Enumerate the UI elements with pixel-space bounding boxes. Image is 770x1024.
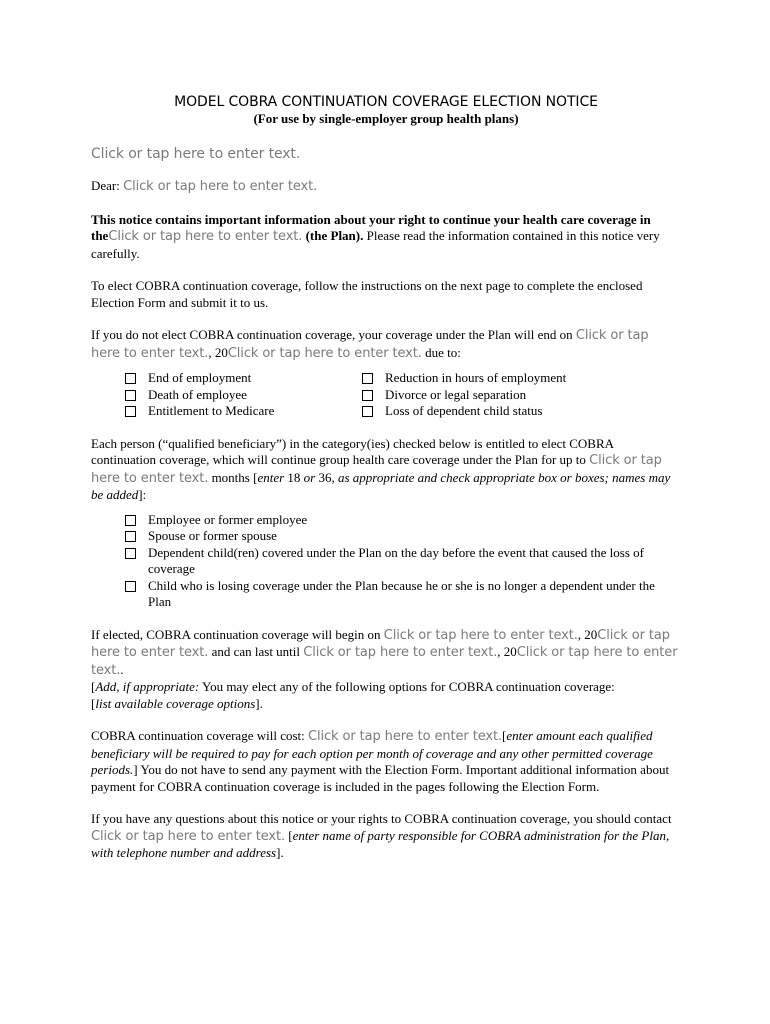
beneficiary-checkbox[interactable]: [125, 548, 136, 559]
end-year-field[interactable]: Click or tap here to enter text.: [91, 645, 678, 678]
questions-instruction: enter name of party responsible for COBRA administration for the Plan, with telephone number and address: [91, 827, 670, 860]
cost-paragraph: [91, 728, 681, 795]
beneficiary-checkbox[interactable]: [125, 515, 136, 526]
questions-open: [: [285, 827, 293, 843]
notice-plan-label: (the Plan).: [302, 228, 364, 243]
beneficiary-label: Child who is losing coverage under the Plan because he or she is no longer a dependent under the Plan: [148, 577, 655, 609]
end-year-prefix: , 20: [497, 644, 517, 659]
page-title: MODEL COBRA CONTINUATION COVERAGE ELECTION NOTICE: [174, 94, 598, 110]
salutation-field[interactable]: Click or tap here to enter text.: [123, 179, 318, 194]
cost-instruction: enter amount each qualified beneficiary will be required to pay for each option per month of coverage and any other permitted coverage periods.: [91, 728, 653, 777]
months-field[interactable]: Click or tap here to enter text.: [91, 453, 662, 486]
elect-instructions-paragraph: To elect COBRA continuation coverage, follow the instructions on the next page to complete the enclosed Election Form and submit it to us.: [91, 278, 643, 310]
page-subtitle: (For use by single-employer group health plans): [253, 111, 519, 126]
event-label: Loss of dependent child status: [385, 403, 543, 418]
recipient-field[interactable]: Click or tap here to enter text.: [91, 145, 301, 162]
qb-instruction-tail: , as appropriate and check appropriate box or boxes; names may be added: [91, 469, 671, 502]
event-label: Divorce or legal separation: [385, 386, 527, 402]
options-list-open: [: [91, 695, 96, 711]
important-notice-paragraph: [91, 212, 681, 263]
begin-year-field[interactable]: Click or tap here to enter text.: [91, 627, 670, 660]
beneficiary-checklist: [125, 512, 681, 611]
months-label: months [: [208, 469, 258, 485]
beneficiary-item: [125, 578, 680, 611]
options-list-instruction: list available coverage options: [95, 695, 256, 711]
notice-tail-text: Please read the information contained in this notice very carefully.: [91, 228, 660, 261]
cost-field[interactable]: Click or tap here to enter text.: [308, 729, 502, 744]
qualified-beneficiary-paragraph: [91, 436, 681, 504]
beneficiary-item: [125, 512, 680, 529]
notice-bold-text: This notice contains important information about your right to continue your health care coverage in the: [91, 211, 651, 243]
event-item: [125, 403, 362, 420]
beneficiary-checkbox[interactable]: [125, 531, 136, 542]
options-open: [: [91, 679, 96, 694]
beneficiary-checkbox[interactable]: [125, 581, 136, 592]
event-item: [362, 387, 622, 404]
contact-field[interactable]: Click or tap here to enter text.: [91, 828, 285, 844]
dear-label: Dear:: [91, 178, 124, 193]
beneficiary-item: [125, 545, 680, 578]
qb-instruction-enter: enter: [257, 469, 288, 485]
event-item: [362, 403, 622, 420]
coverage-end-paragraph: [91, 327, 681, 362]
event-checkbox[interactable]: [125, 373, 136, 384]
begin-year-prefix: , 20: [577, 626, 598, 642]
cost-tail: ] You do not have to send any payment with the Election Form. Important additional information about payment for COBRA continuation coverage is included in the pages following the Election Form.: [91, 762, 670, 794]
due-to-text: due to:: [421, 344, 461, 360]
plan-name-field[interactable]: Click or tap here to enter text.: [108, 229, 303, 244]
event-checkbox[interactable]: [362, 373, 373, 384]
beneficiary-item: [125, 528, 680, 545]
event-label: Entitlement to Medicare: [148, 403, 275, 418]
qb-close: ]:: [138, 487, 147, 502]
notice-body: [91, 93, 681, 862]
coverage-period-paragraph: [91, 627, 681, 713]
period-dot: .: [120, 661, 124, 677]
options-text: You may elect any of the following options for COBRA continuation coverage:: [199, 679, 615, 694]
cost-open: [: [502, 728, 507, 743]
event-label: End of employment: [148, 370, 252, 385]
qb-or: or: [300, 469, 319, 485]
salutation-line: [91, 178, 681, 196]
event-item: [125, 387, 362, 404]
beneficiary-label: Dependent child(ren) covered under the Plan on the day before the event that caused the loss of coverage: [148, 544, 644, 576]
questions-text: If you have any questions about this notice or your rights to COBRA continuation coverage, you should contact: [91, 811, 672, 826]
event-item: [125, 370, 362, 387]
end-date-field[interactable]: Click or tap here to enter text.: [303, 645, 498, 660]
qualifying-event-checklist: [125, 370, 681, 420]
beneficiary-label: Spouse or former spouse: [148, 528, 277, 543]
last-until-text: and can last until: [208, 644, 304, 659]
event-item: [362, 370, 622, 387]
event-checkbox[interactable]: [362, 390, 373, 401]
options-list-close: ].: [255, 695, 263, 711]
event-checkbox[interactable]: [125, 390, 136, 401]
event-checkbox[interactable]: [362, 406, 373, 417]
options-instruction: Add, if appropriate:: [95, 679, 200, 694]
event-label: Death of employee: [148, 386, 247, 402]
questions-close: ].: [276, 845, 284, 860]
beneficiary-label: Employee or former employee: [148, 511, 308, 527]
event-checkbox[interactable]: [125, 406, 136, 417]
questions-paragraph: [91, 811, 681, 862]
coverage-end-date-field[interactable]: Click or tap here to enter text.: [91, 328, 649, 361]
qb-18: 18: [287, 469, 301, 485]
begin-date-field[interactable]: Click or tap here to enter text.: [383, 627, 578, 643]
year-prefix: , 20: [208, 344, 228, 360]
coverage-end-year-field[interactable]: Click or tap here to enter text.: [227, 345, 422, 361]
coverage-end-text: If you do not elect COBRA continuation coverage, your coverage under the Plan will end on: [91, 327, 576, 342]
qb-36: 36: [318, 469, 332, 485]
begin-text: If elected, COBRA continuation coverage will begin on: [91, 626, 384, 642]
recipient-line: [91, 146, 681, 163]
event-label: Reduction in hours of employment: [385, 370, 567, 385]
cost-label: COBRA continuation coverage will cost:: [91, 728, 308, 743]
qb-text: Each person (“qualified beneficiary”) in the category(ies) checked below is entitled to elect COBRA continuation coverage, which will continue group health care coverage under the Plan for up to: [91, 435, 614, 467]
